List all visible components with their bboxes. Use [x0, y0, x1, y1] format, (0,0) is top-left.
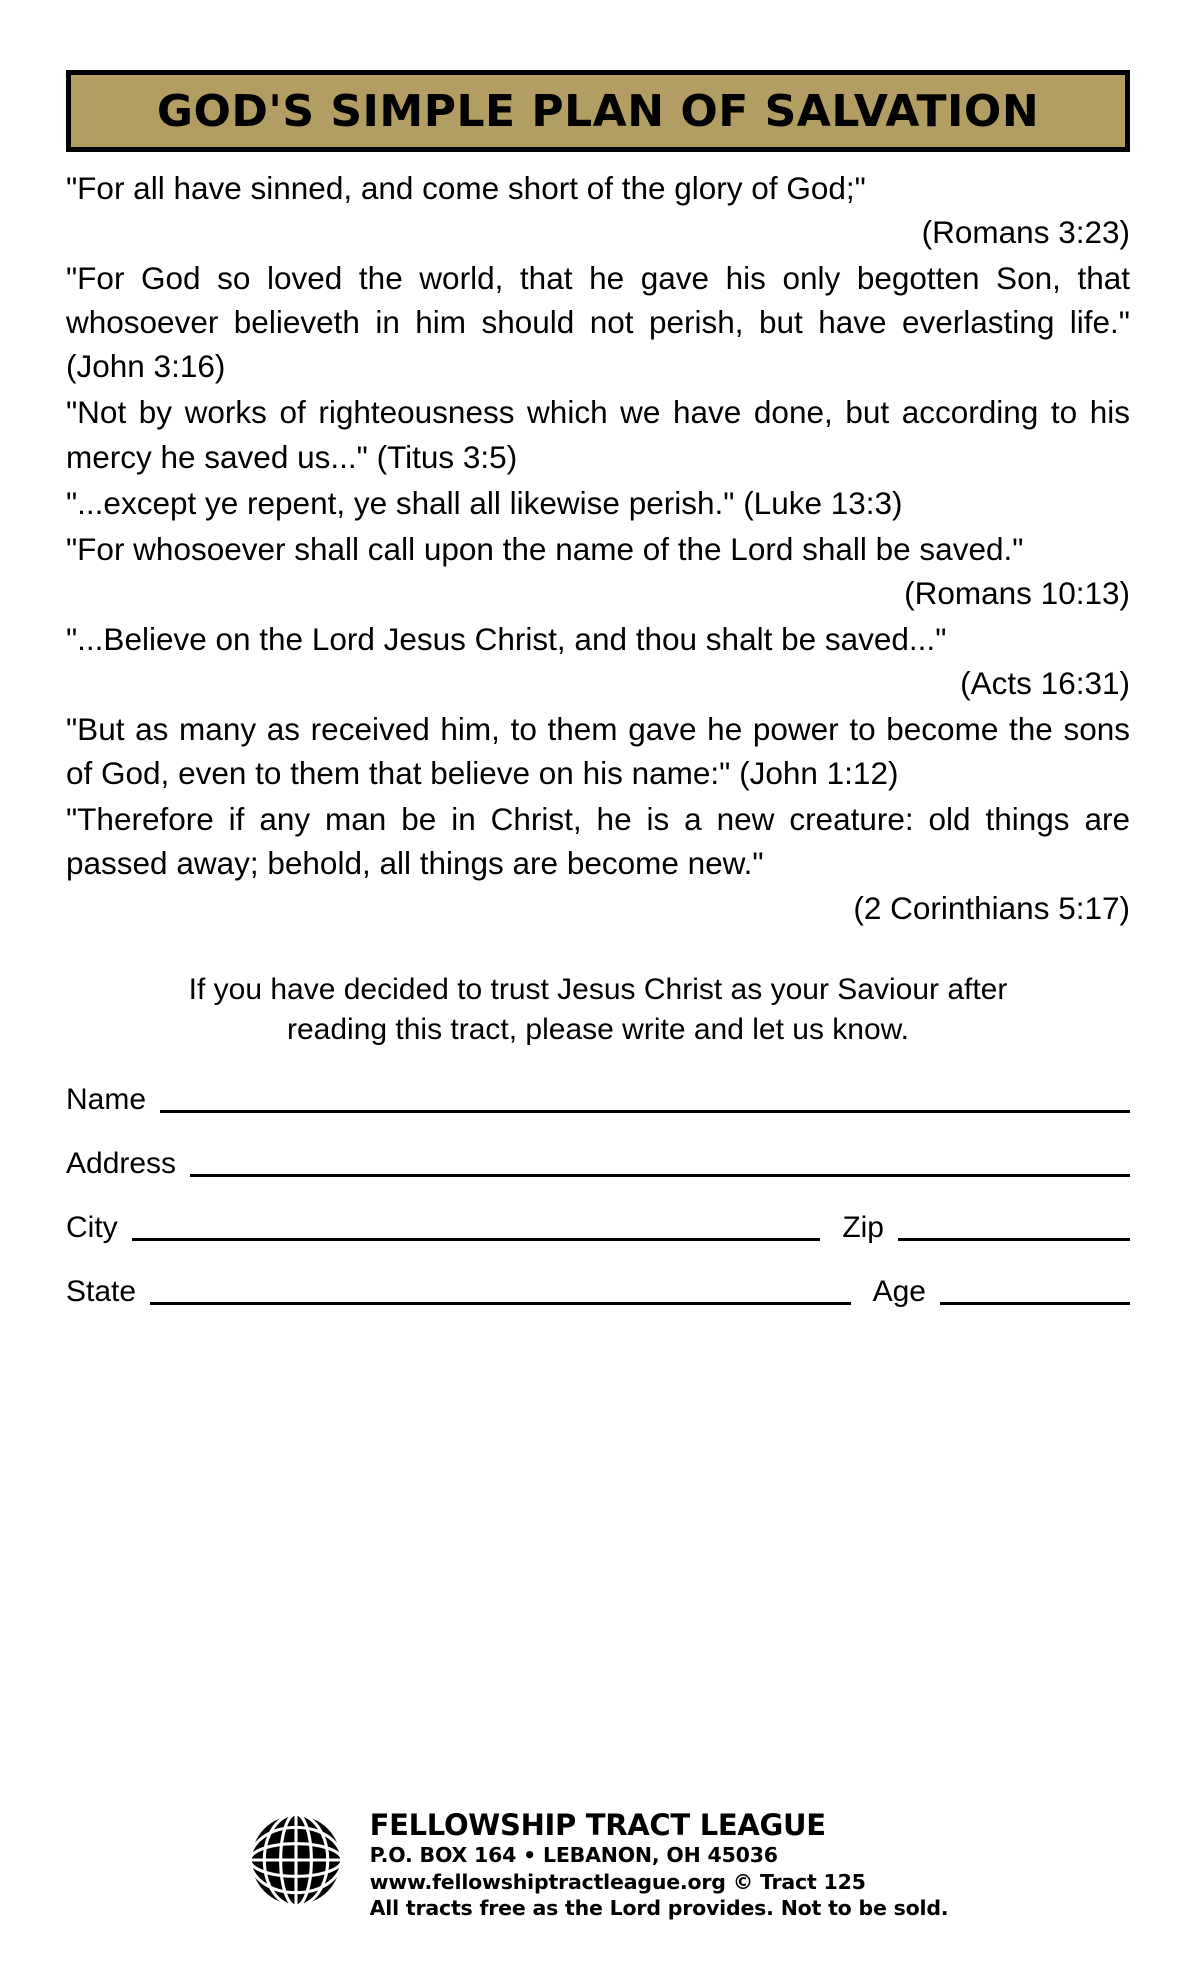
verse-item [66, 707, 1130, 795]
verse-item [66, 166, 1130, 254]
page-title: GOD'S SIMPLE PLAN OF SALVATION [156, 85, 1040, 137]
verse-item [66, 256, 1130, 388]
verse-item [66, 390, 1130, 478]
appeal-paragraph [66, 970, 1130, 1051]
verse-text: "...except ye repent, ye shall all likewise perish." [66, 484, 735, 521]
verse-reference: (Luke 13:3) [743, 484, 903, 521]
state-input[interactable] [150, 1302, 851, 1305]
verse-reference: (John 3:16) [66, 348, 226, 385]
city-label: City [66, 1210, 118, 1244]
organization-website: www.fellowshiptractleague.org © Tract 125 [369, 1869, 866, 1894]
verse-reference: (Romans 10:13) [904, 574, 1130, 611]
city-input[interactable] [132, 1238, 821, 1241]
verse-text: "For God so loved the world, that he gave his only begotten Son, that whosoever believeth in him should not perish, but have everlasting life." [66, 260, 1130, 341]
verse-text: "Not by works of righteousness which we have done, but according to his mercy he saved us..." [66, 394, 1130, 475]
form-row-state-age [66, 1274, 1130, 1309]
zip-label: Zip [842, 1210, 884, 1244]
globe-icon [248, 1812, 344, 1908]
verse-reference: (2 Corinthians 5:17) [853, 889, 1130, 926]
form-row-name [66, 1082, 1130, 1117]
organization-address: P.O. BOX 164 • LEBANON, OH 45036 [369, 1843, 778, 1868]
age-label: Age [872, 1274, 926, 1308]
verse-item [66, 527, 1130, 615]
verse-item [66, 617, 1130, 705]
organization-name: FELLOWSHIP TRACT LEAGUE [369, 1808, 826, 1843]
verse-item [66, 797, 1130, 929]
organization-notice: All tracts free as the Lord provides. Not to be sold. [369, 1895, 949, 1920]
verse-list [66, 166, 1130, 930]
verse-text: "...Believe on the Lord Jesus Christ, and thou shalt be saved..." [66, 620, 947, 657]
verse-item [66, 481, 1130, 525]
form-row-city-zip [66, 1210, 1130, 1245]
verse-text: "Therefore if any man be in Christ, he is a new creature: old things are passed away; behold, all things are become new." [66, 801, 1130, 882]
address-input[interactable] [190, 1174, 1130, 1177]
verse-reference: (John 1:12) [739, 755, 899, 792]
address-label: Address [66, 1146, 177, 1180]
form-row-address [66, 1146, 1130, 1181]
verse-reference: (Acts 16:31) [960, 665, 1130, 702]
footer-text-block [370, 1806, 949, 1921]
verse-text: "For all have sinned, and come short of the glory of God;" [66, 170, 866, 206]
page-title-banner [66, 70, 1130, 152]
response-form [66, 1082, 1130, 1309]
footer [0, 1806, 1196, 1921]
age-input[interactable] [940, 1302, 1130, 1305]
appeal-line-2: reading this tract, please write and let us know. [286, 1013, 909, 1047]
name-label: Name [66, 1082, 147, 1116]
verse-reference: (Titus 3:5) [376, 438, 518, 475]
verse-reference: (Romans 3:23) [921, 214, 1130, 251]
appeal-line-1: If you have decided to trust Jesus Christ as your Saviour after [188, 972, 1008, 1006]
verse-text: "For whosoever shall call upon the name of the Lord shall be saved." [66, 530, 1024, 567]
zip-input[interactable] [898, 1238, 1130, 1241]
verse-text: "But as many as received him, to them gave he power to become the sons of God, even to them that believe on his name:" [66, 711, 1130, 792]
name-input[interactable] [160, 1110, 1130, 1113]
state-label: State [66, 1274, 137, 1308]
